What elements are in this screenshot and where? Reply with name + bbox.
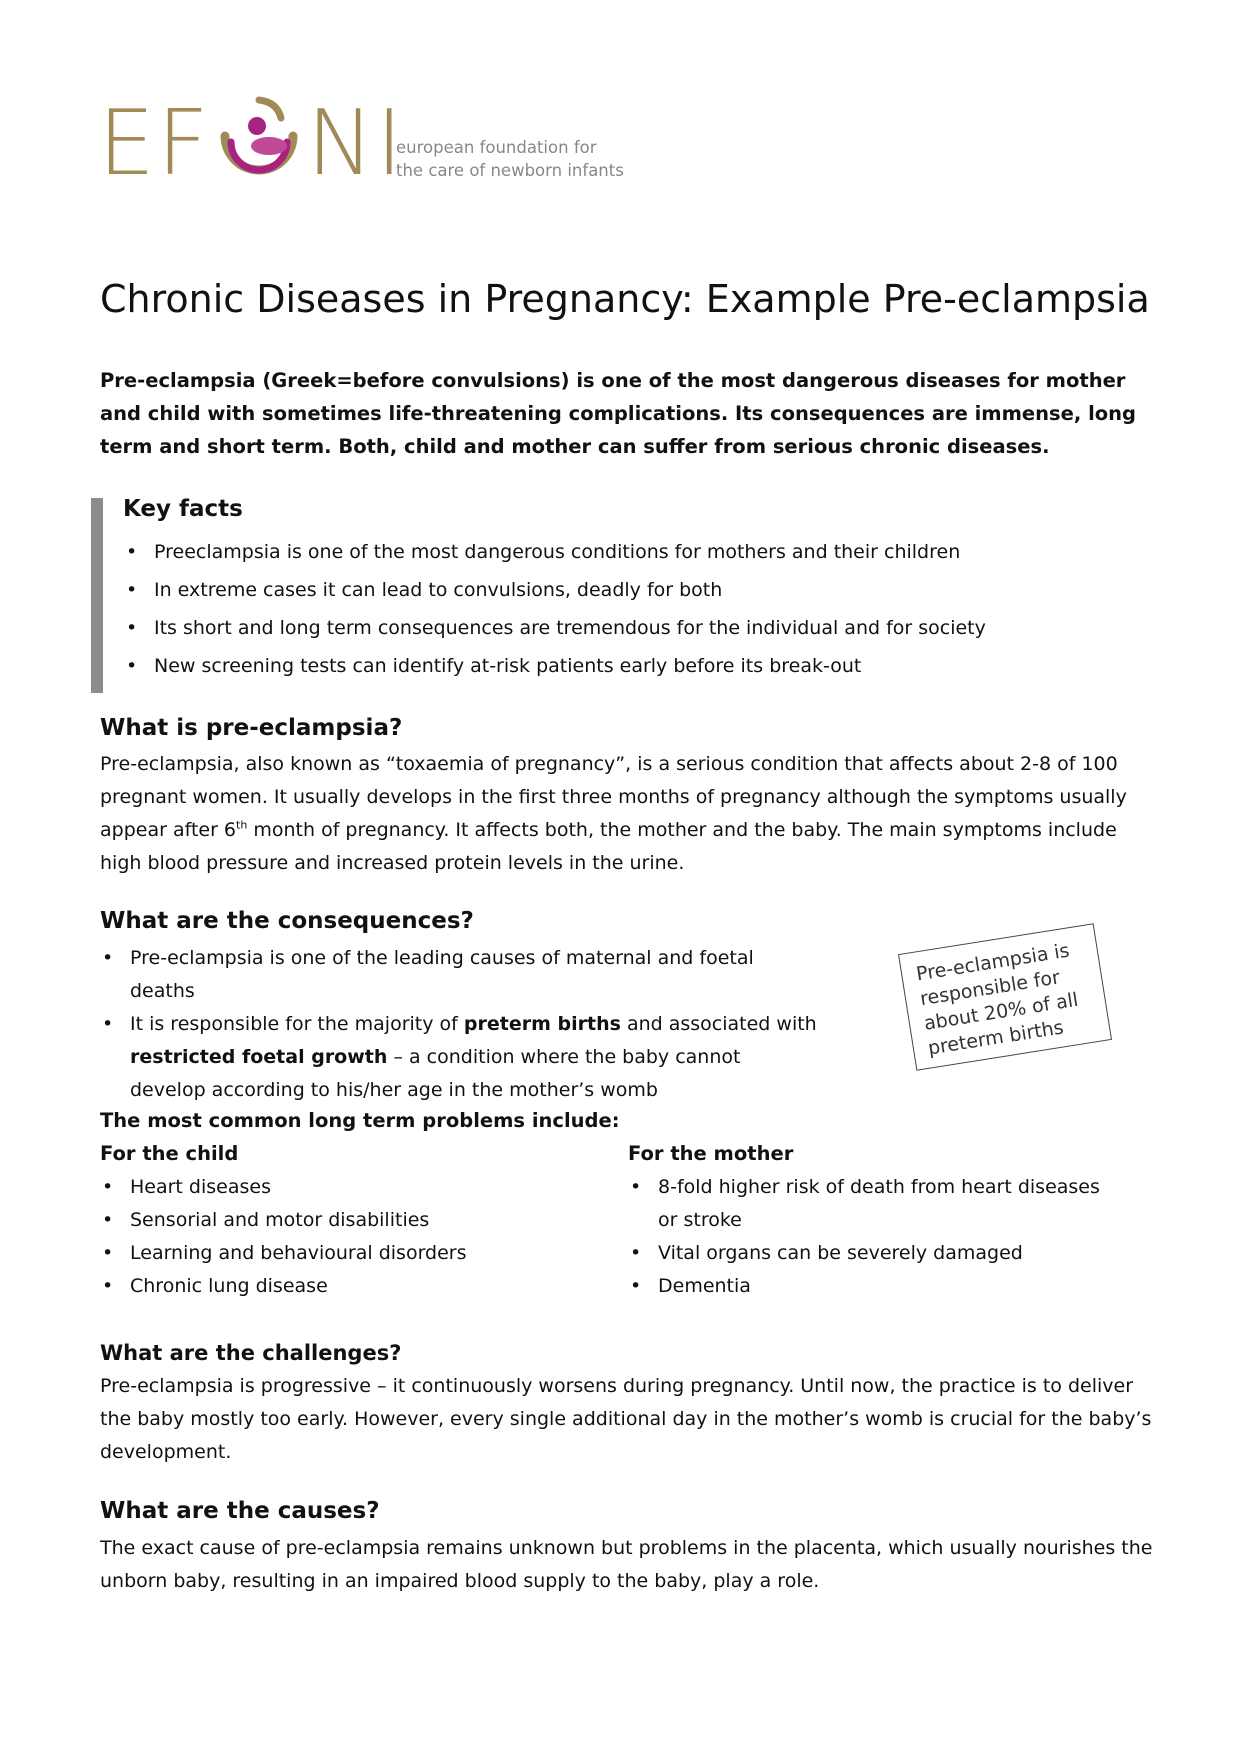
mother-problems-list: [628, 1171, 1108, 1303]
list-item: • Pre-eclampsia is one of the leading causes of maternal and foetal deaths: [100, 942, 820, 1008]
list-item: • Chronic lung disease: [100, 1270, 600, 1303]
child-problems-list: [100, 1171, 600, 1303]
what-is-paragraph: [100, 748, 1160, 880]
list-item: • Learning and behavioural disorders: [100, 1237, 600, 1270]
list-item: • 8-fold higher risk of death from heart diseases or stroke: [628, 1171, 1108, 1237]
key-facts-list: [124, 533, 1184, 685]
page-title: Chronic Diseases in Pregnancy: Example Pre-eclampsia: [100, 277, 1150, 321]
what-is-text-start: Pre-eclampsia, also known as “toxaemia of pregnancy”, is a serious condition that affects about 2-8 of 100 pregnant women. It usually develops in the first three months of pregnancy although the symptoms usually appear after 6: [100, 753, 1127, 841]
key-facts-heading: Key facts: [123, 496, 243, 522]
what-is-text-end: month of pregnancy. It affects both, the mother and the baby. The main symptoms include high blood pressure and increased protein levels in the urine.: [100, 819, 1117, 874]
consequence-text: – a condition where the baby cannot develop according to his/her age in the mother’s womb: [130, 1046, 741, 1101]
causes-heading: What are the causes?: [100, 1498, 380, 1524]
list-item: • Heart diseases: [100, 1171, 600, 1204]
causes-paragraph: The exact cause of pre-eclampsia remains unknown but problems in the placenta, which usually nourishes the unborn baby, resulting in an impaired blood supply to the baby, play a role.: [100, 1537, 1153, 1592]
list-item: • New screening tests can identify at-risk patients early before its break-out: [124, 647, 1184, 685]
logo-letters-left: EF: [98, 91, 211, 196]
consequence-text: It is responsible for the majority of: [130, 1013, 464, 1035]
mother-heading: For the mother: [628, 1142, 794, 1165]
ordinal-suffix: th: [236, 818, 248, 832]
preterm-births-note: Pre-eclampsia is responsible for about 20% of all preterm births: [898, 923, 1112, 1071]
challenges-paragraph: Pre-eclampsia is progressive – it continuously worsens during pregnancy. Until now, the practice is to deliver the baby mostly too early. However, every single additional day in the mother’s womb is crucial for the baby’s development.: [100, 1375, 1152, 1463]
logo-mother-child-icon: [213, 96, 305, 182]
problems-heading: The most common long term problems include:: [100, 1109, 620, 1132]
logo-tagline-line2: the care of newborn infants: [396, 161, 624, 180]
list-item: • Dementia: [628, 1270, 1108, 1303]
logo-wordmark: [98, 91, 405, 196]
key-facts-bar: [91, 498, 103, 693]
logo-tagline: [396, 136, 624, 182]
list-item: [100, 1008, 820, 1107]
list-item: • Vital organs can be severely damaged: [628, 1237, 1108, 1270]
consequence-text: and associated with: [620, 1013, 817, 1035]
efcni-logo: [98, 91, 698, 196]
list-item: • Preeclampsia is one of the most dangerous conditions for mothers and their children: [124, 533, 1184, 571]
restricted-growth-emphasis: restricted foetal growth: [130, 1046, 388, 1068]
challenges-heading: What are the challenges?: [100, 1341, 402, 1365]
logo-letters-right: NI: [306, 91, 405, 196]
list-item: • In extreme cases it can lead to convulsions, deadly for both: [124, 571, 1184, 609]
preterm-births-emphasis: preterm births: [463, 1013, 621, 1035]
consequences-list: [100, 942, 820, 1107]
list-item: • Its short and long term consequences are tremendous for the individual and for society: [124, 609, 1184, 647]
intro-paragraph: Pre-eclampsia (Greek=before convulsions) is one of the most dangerous diseases for mother and child with sometimes life-threatening complications. Its consequences are immense, long term and short term. Both, child and mother can suffer from serious chronic diseases.: [100, 369, 1136, 458]
consequences-heading: What are the consequences?: [100, 908, 474, 934]
logo-tagline-line1: european foundation for: [396, 138, 597, 157]
list-item: • Sensorial and motor disabilities: [100, 1204, 600, 1237]
child-heading: For the child: [100, 1142, 239, 1165]
what-is-heading: What is pre-eclampsia?: [100, 715, 403, 741]
